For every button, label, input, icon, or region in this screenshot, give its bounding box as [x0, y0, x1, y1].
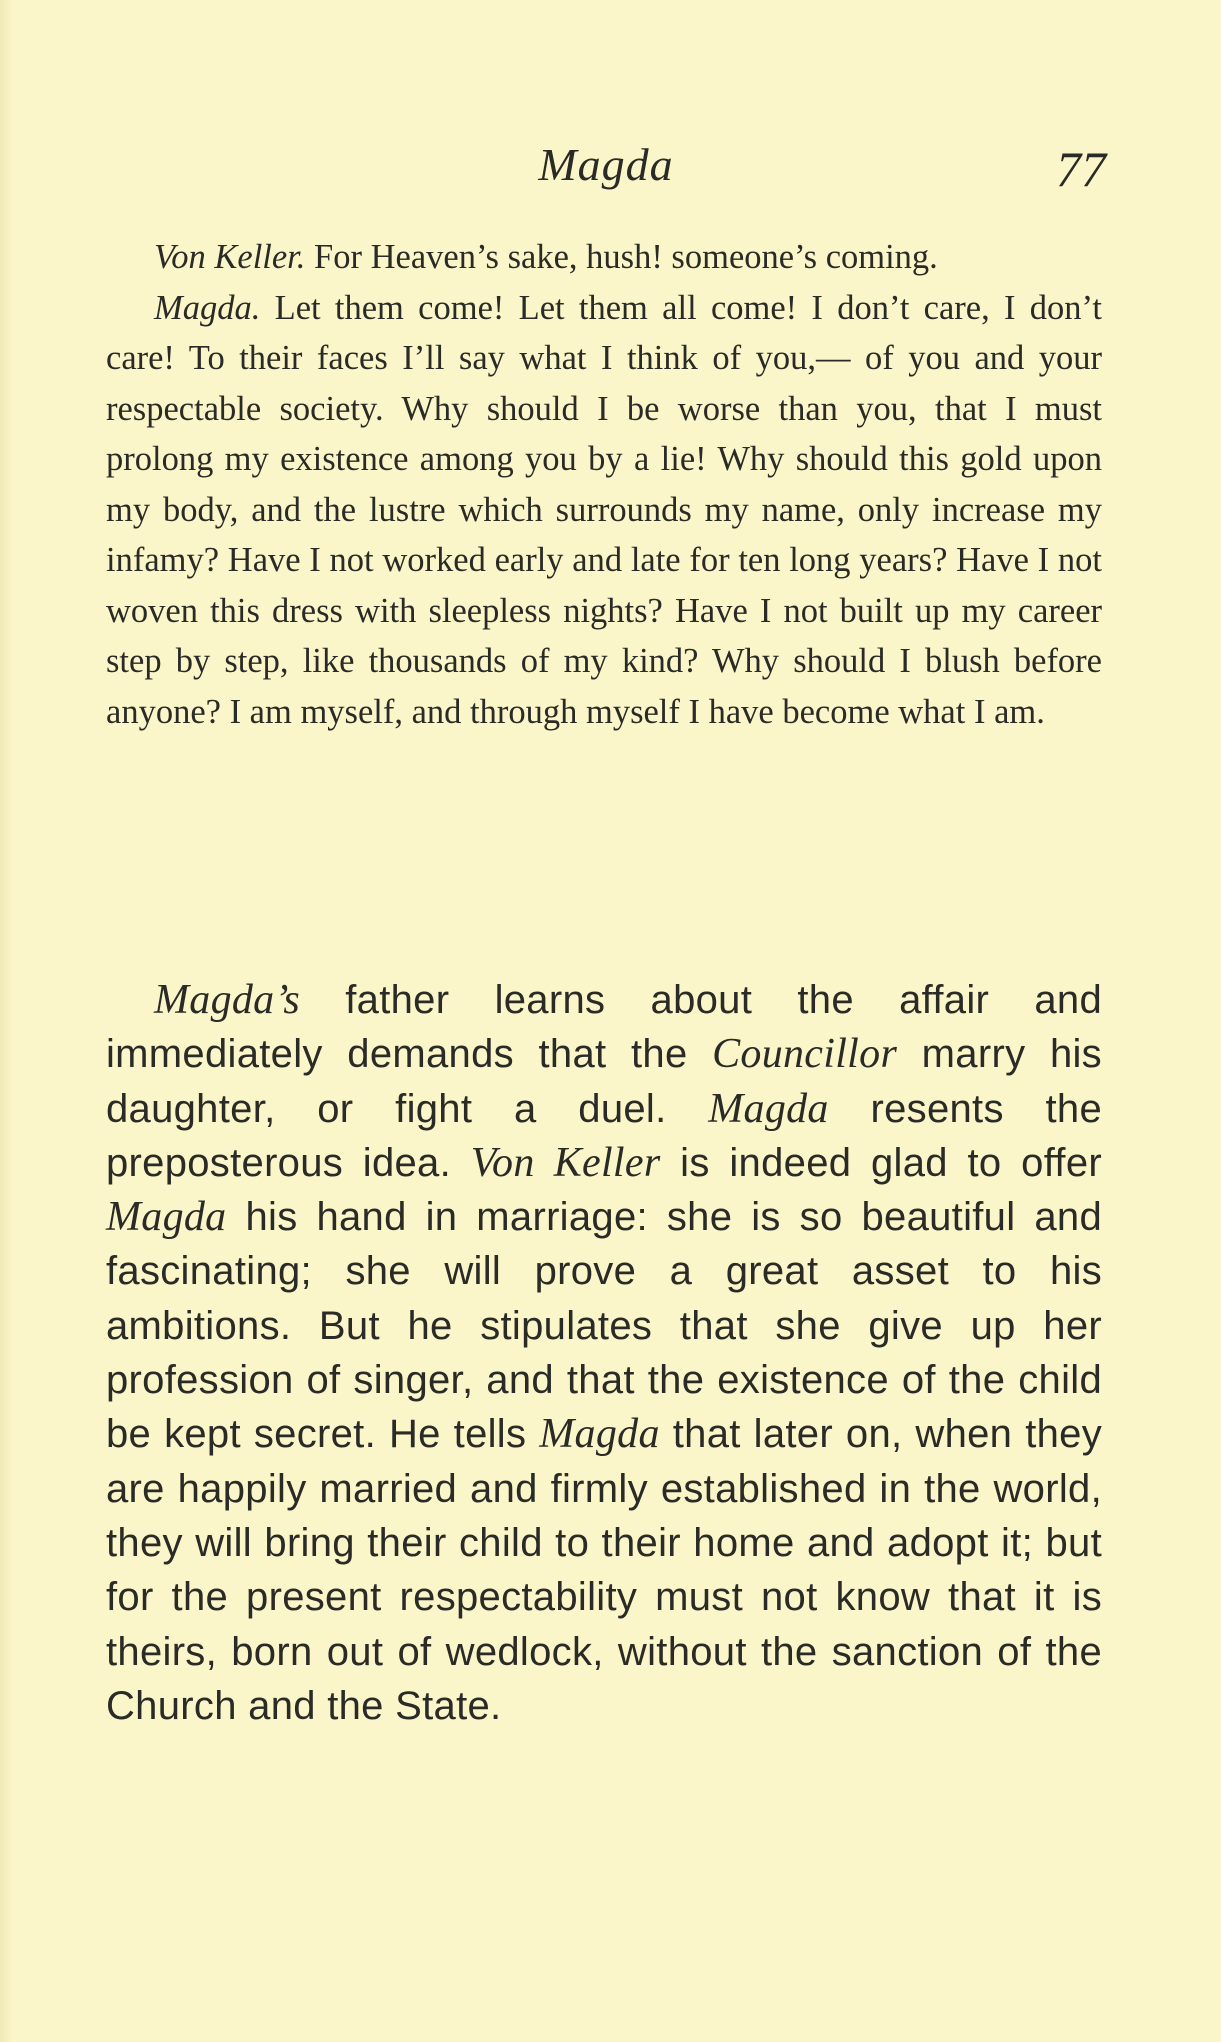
speaker-name: Von Keller.	[154, 238, 306, 276]
summary-text: resents the preposterous idea.	[106, 1086, 1102, 1185]
dialogue-line	[106, 232, 1102, 283]
name-magda: Magda’s	[154, 977, 301, 1023]
dialogue-line	[106, 283, 1102, 738]
summary-text: that later on, when they are happily married and firmly established in the world, they will bring their child to their home and adopt it; but for the present respectability must not know that it is theirs, born out of wedlock, without the sanction of the Church and the State.	[106, 1412, 1102, 1728]
speaker-name: Magda.	[154, 288, 261, 327]
summary-text: father learns about the affair and immediately demands that the	[106, 978, 1102, 1077]
page-edge	[0, 0, 14, 2042]
page-number: 77	[1056, 141, 1106, 197]
dialogue-text: Let them come! Let them all come! I don’t care, I don’t care! To their faces I’ll say what I think of you,— of you and your respectable society. Why should I be worse than you, that I must prolong my existence among you by a lie! Why should this gold upon my body, and the lustre which surrounds my name, only increase my infamy? Have I not worked early and late for ten long years? Have I not woven this dress with sleepless nights? Have I not built up my career step by step, like thousands of my kind? Why should I blush before anyone? I am myself, and through myself I have become what I am.	[106, 288, 1102, 731]
name-von-keller: Von Keller	[470, 1139, 661, 1186]
running-title: Magda	[538, 139, 674, 190]
summary-paragraph-block	[106, 973, 1102, 1733]
summary-text: marry his daughter, or fight a duel.	[106, 1032, 1102, 1131]
summary-paragraph	[106, 973, 1102, 1733]
summary-text: is indeed glad to offer	[660, 1140, 1102, 1185]
running-head	[106, 138, 1106, 198]
name-magda: Magda	[106, 1194, 227, 1241]
dialogue-block	[106, 232, 1102, 737]
name-councillor: Councillor	[712, 1031, 898, 1078]
name-magda: Magda	[539, 1411, 660, 1458]
summary-text: his hand in marriage: she is so beautiful and fascinating; she will prove a great asset to his ambitions. But he stipulates that she give up her profession of singer, and that the existence of the child be kept secret. He tells	[106, 1195, 1102, 1457]
name-magda: Magda	[708, 1085, 829, 1132]
dialogue-text: For Heaven’s sake, hush! someone’s coming.	[305, 238, 938, 276]
